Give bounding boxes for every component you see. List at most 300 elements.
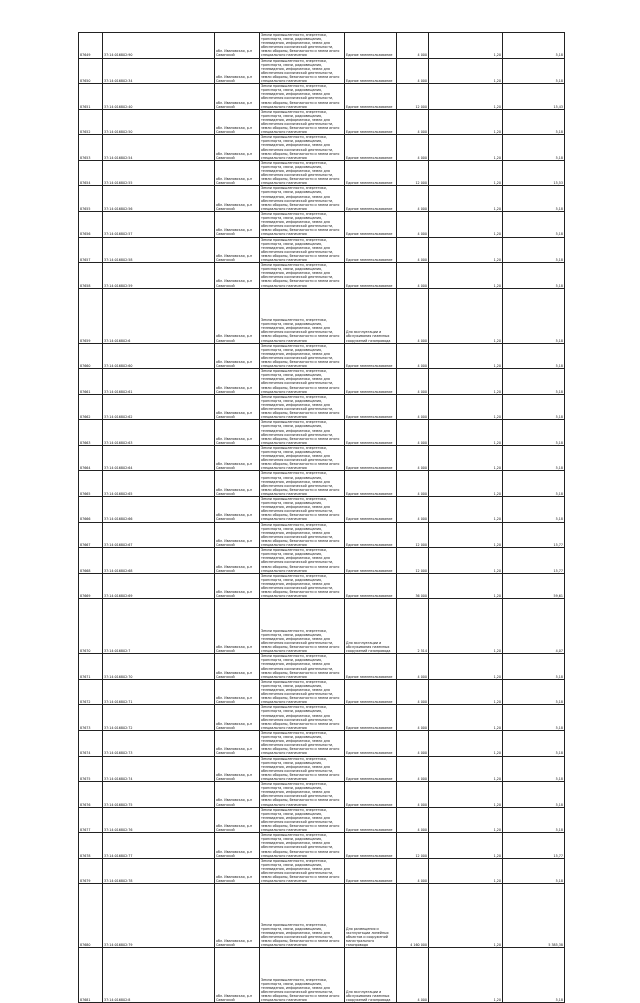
address-cell: обл. Ивановская, р-н Савинский [215,654,260,680]
row-number-cell: 87671 [79,654,103,680]
cadastral-number-cell: 37:14:016802:54 [103,135,215,161]
land-category-cell: Земли промышленности, энергетики, транспорта, связи, радиовещания, телевидения, информатики, земли для обеспечения космической деятельности, земли обороны, безопасности и земли иного специального назначения [260,33,345,59]
land-category-cell: Земли промышленности, энергетики, транспорта, связи, радиовещания, телевидения, информатики, земли для обеспечения космической деятельности, земли обороны, безопасности и земли иного специального назначения [260,573,345,599]
land-category-cell: Земли промышленности, энергетики, транспорта, связи, радиовещания, телевидения, информатики, земли для обеспечения космической деятельности, земли обороны, безопасности и земли иного специального назначения [260,263,345,289]
address-cell: обл. Ивановская, р-н Савинский [215,420,260,446]
address-cell: обл. Ивановская, р-н Савинский [215,548,260,574]
table-row [79,369,565,395]
land-category-cell: Земли промышленности, энергетики, транспорта, связи, радиовещания, телевидения, информатики, земли для обеспечения космической деятельности, земли обороны, безопасности и земли иного специального назначения [260,654,345,680]
land-category-cell: Земли промышленности, энергетики, транспорта, связи, радиовещания, телевидения, информатики, земли для обеспечения космической деятельности, земли обороны, безопасности и земли иного специального назначения [260,237,345,263]
table-row [79,807,565,833]
area-cell: 4 000 [397,369,429,395]
land-category-cell: Земли промышленности, энергетики, транспорта, связи, радиовещания, телевидения, информатики, земли для обеспечения космической деятельности, земли обороны, безопасности и земли иного специального назначения [260,948,345,1003]
table-row [79,135,565,161]
address-cell: обл. Ивановская, р-н Савинский [215,599,260,654]
land-category-cell: Земли промышленности, энергетики, транспорта, связи, радиовещания, телевидения, информатики, земли для обеспечения космической деятельности, земли обороны, безопасности и земли иного специального назначения [260,599,345,654]
cadastral-number-cell: 37:14:016802:74 [103,756,215,782]
address-cell: обл. Ивановская, р-н Савинский [215,471,260,497]
address-cell: обл. Ивановская, р-н Савинский [215,884,260,948]
row-number-cell: 87650 [79,58,103,84]
value-cell: 5,18 [503,858,565,884]
row-number-cell: 87658 [79,263,103,289]
area-cell: 4 000 [397,730,429,756]
permitted-use-cell: Единое землепользование [345,160,397,186]
address-cell: обл. Ивановская, р-н Савинский [215,679,260,705]
rate-cell: 1,20 [429,288,503,343]
area-cell: 4 000 [397,237,429,263]
area-cell: 4 000 [397,33,429,59]
value-cell: 5,18 [503,445,565,471]
value-cell: 5,18 [503,369,565,395]
rate-cell: 1,20 [429,237,503,263]
permitted-use-cell: Единое землепользование [345,343,397,369]
cadastral-number-cell: 37:14:016802:34 [103,58,215,84]
row-number-cell: 87672 [79,679,103,705]
table-row [79,599,565,654]
table-row [79,109,565,135]
row-number-cell: 87654 [79,160,103,186]
cadastral-number-cell: 37:14:016802:77 [103,833,215,859]
rate-cell: 1,20 [429,858,503,884]
row-number-cell: 87663 [79,420,103,446]
land-category-cell: Земли промышленности, энергетики, транспорта, связи, радиовещания, телевидения, информатики, земли для обеспечения космической деятельности, земли обороны, безопасности и земли иного специального назначения [260,135,345,161]
row-number-cell: 87653 [79,135,103,161]
table-row [79,573,565,599]
permitted-use-cell: Единое землепользование [345,394,397,420]
rate-cell: 1,20 [429,573,503,599]
rate-cell: 1,20 [429,497,503,523]
land-register-sheet [78,32,564,1003]
rate-cell: 1,20 [429,135,503,161]
rate-cell: 1,20 [429,343,503,369]
value-cell: 5,18 [503,471,565,497]
cadastral-number-cell: 37:14:016802:66 [103,497,215,523]
area-cell: 4 000 [397,186,429,212]
rate-cell: 1,20 [429,263,503,289]
table-row [79,884,565,948]
table-row [79,948,565,1003]
area-cell: 4 000 [397,394,429,420]
value-cell: 5,18 [503,705,565,731]
cadastral-number-cell: 37:14:016802:72 [103,705,215,731]
permitted-use-cell: Единое землепользование [345,548,397,574]
value-cell: 15,43 [503,84,565,110]
address-cell: обл. Ивановская, р-н Савинский [215,445,260,471]
rate-cell: 1,20 [429,420,503,446]
address-cell: обл. Ивановская, р-н Савинский [215,705,260,731]
cadastral-number-cell: 37:14:016802:79 [103,884,215,948]
cadastral-number-cell: 37:14:016802:75 [103,782,215,808]
land-category-cell: Земли промышленности, энергетики, транспорта, связи, радиовещания, телевидения, информатики, земли для обеспечения космической деятельности, земли обороны, безопасности и земли иного специального назначения [260,369,345,395]
table-row [79,497,565,523]
cadastral-number-cell: 37:14:016802:70 [103,654,215,680]
cadastral-number-cell: 37:14:016802:78 [103,858,215,884]
table-row [79,679,565,705]
permitted-use-cell: Единое землепользование [345,756,397,782]
permitted-use-cell: Единое землепользование [345,237,397,263]
area-cell: 4 000 [397,948,429,1003]
row-number-cell: 87661 [79,369,103,395]
row-number-cell: 87668 [79,548,103,574]
cadastral-number-cell: 37:14:016802:76 [103,807,215,833]
table-row [79,756,565,782]
rate-cell: 1,20 [429,211,503,237]
row-number-cell: 87669 [79,573,103,599]
value-cell: 5,18 [503,420,565,446]
land-category-cell: Земли промышленности, энергетики, транспорта, связи, радиовещания, телевидения, информатики, земли для обеспечения космической деятельности, земли обороны, безопасности и земли иного специального назначения [260,756,345,782]
land-category-cell: Земли промышленности, энергетики, транспорта, связи, радиовещания, телевидения, информатики, земли для обеспечения космической деятельности, земли обороны, безопасности и земли иного специального назначения [260,833,345,859]
table-row [79,263,565,289]
area-cell: 2 514 [397,599,429,654]
permitted-use-cell: Единое землепользование [345,573,397,599]
area-cell: 12 000 [397,84,429,110]
address-cell: обл. Ивановская, р-н Савинский [215,369,260,395]
land-category-cell: Земли промышленности, энергетики, транспорта, связи, радиовещания, телевидения, информатики, земли для обеспечения космической деятельности, земли обороны, безопасности и земли иного специального назначения [260,420,345,446]
permitted-use-cell: Единое землепользование [345,420,397,446]
rate-cell: 1,20 [429,807,503,833]
rate-cell: 1,20 [429,782,503,808]
table-row [79,420,565,446]
table-row [79,445,565,471]
value-cell: 5,18 [503,33,565,59]
permitted-use-cell: Для размещения и эксплуатации линейных объектов и сооружений магистрального газопровода [345,884,397,948]
table-row [79,394,565,420]
value-cell: 15,77 [503,522,565,548]
address-cell: обл. Ивановская, р-н Савинский [215,497,260,523]
rate-cell: 1,20 [429,445,503,471]
row-number-cell: 87664 [79,445,103,471]
permitted-use-cell: Единое землепользование [345,369,397,395]
permitted-use-cell: Единое землепользование [345,471,397,497]
value-cell: 5,18 [503,730,565,756]
area-cell: 4 000 [397,288,429,343]
row-number-cell: 87657 [79,237,103,263]
table-row [79,522,565,548]
value-cell: 5,18 [503,263,565,289]
value-cell: 5,18 [503,782,565,808]
row-number-cell: 87673 [79,705,103,731]
address-cell: обл. Ивановская, р-н Савинский [215,211,260,237]
land-category-cell: Земли промышленности, энергетики, транспорта, связи, радиовещания, телевидения, информатики, земли для обеспечения космической деятельности, земли обороны, безопасности и земли иного специального назначения [260,109,345,135]
land-category-cell: Земли промышленности, энергетики, транспорта, связи, радиовещания, телевидения, информатики, земли для обеспечения космической деятельности, земли обороны, безопасности и земли иного специального назначения [260,858,345,884]
cadastral-number-cell: 37:14:016802:63 [103,420,215,446]
cadastral-number-cell: 37:14:016802:90 [103,33,215,59]
table-row [79,58,565,84]
table-row [79,84,565,110]
row-number-cell: 87652 [79,109,103,135]
cadastral-number-cell: 37:14:016802:71 [103,679,215,705]
row-number-cell: 87659 [79,288,103,343]
row-number-cell: 87676 [79,782,103,808]
row-number-cell: 87677 [79,807,103,833]
permitted-use-cell: Единое землепользование [345,211,397,237]
value-cell: 5,18 [503,394,565,420]
permitted-use-cell: Единое землепользование [345,679,397,705]
address-cell: обл. Ивановская, р-н Савинский [215,948,260,1003]
value-cell: 5,18 [503,679,565,705]
table-row [79,288,565,343]
rate-cell: 1,20 [429,654,503,680]
permitted-use-cell: Единое землепользование [345,858,397,884]
value-cell: 5,18 [503,756,565,782]
rate-cell: 1,20 [429,599,503,654]
address-cell: обл. Ивановская, р-н Савинский [215,343,260,369]
permitted-use-cell: Единое землепользование [345,445,397,471]
row-number-cell: 87651 [79,84,103,110]
cadastral-number-cell: 37:14:016802:50 [103,109,215,135]
cadastral-number-cell: 37:14:016802:69 [103,573,215,599]
area-cell: 4 000 [397,135,429,161]
row-number-cell: 87680 [79,884,103,948]
area-cell: 4 000 [397,807,429,833]
cadastral-number-cell: 37:14:016802:56 [103,186,215,212]
cadastral-number-cell: 37:14:016802:73 [103,730,215,756]
value-cell: 5,18 [503,58,565,84]
land-category-cell: Земли промышленности, энергетики, транспорта, связи, радиовещания, телевидения, информатики, земли для обеспечения космической деятельности, земли обороны, безопасности и земли иного специального назначения [260,679,345,705]
table-row [79,211,565,237]
cadastral-number-cell: 37:14:016802:40 [103,84,215,110]
row-number-cell: 87656 [79,211,103,237]
cadastral-number-cell: 37:14:016802:58 [103,237,215,263]
cadastral-number-cell: 37:14:016802:68 [103,548,215,574]
area-cell: 4 000 [397,858,429,884]
value-cell: 5,18 [503,343,565,369]
table-row [79,548,565,574]
rate-cell: 1,20 [429,522,503,548]
address-cell: обл. Ивановская, р-н Савинский [215,833,260,859]
value-cell: 59,61 [503,573,565,599]
address-cell: обл. Ивановская, р-н Савинский [215,730,260,756]
permitted-use-cell: Единое землепользование [345,135,397,161]
table-row [79,160,565,186]
area-cell: 4 000 [397,58,429,84]
address-cell: обл. Ивановская, р-н Савинский [215,807,260,833]
rate-cell: 1,20 [429,948,503,1003]
area-cell: 4 000 [397,109,429,135]
rate-cell: 1,20 [429,756,503,782]
land-category-cell: Земли промышленности, энергетики, транспорта, связи, радиовещания, телевидения, информатики, земли для обеспечения космической деятельности, земли обороны, безопасности и земли иного специального назначения [260,730,345,756]
cadastral-number-cell: 37:14:016802:61 [103,369,215,395]
address-cell: обл. Ивановская, р-н Савинский [215,263,260,289]
row-number-cell: 87670 [79,599,103,654]
address-cell: обл. Ивановская, р-н Савинский [215,58,260,84]
permitted-use-cell: Единое землепользование [345,807,397,833]
permitted-use-cell: Единое землепользование [345,730,397,756]
rate-cell: 1,20 [429,730,503,756]
row-number-cell: 87649 [79,33,103,59]
cadastral-number-cell: 37:14:016802:57 [103,211,215,237]
rate-cell: 1,20 [429,705,503,731]
area-cell: 36 000 [397,573,429,599]
table-row [79,730,565,756]
value-cell: 5 385,38 [503,884,565,948]
permitted-use-cell: Единое землепользование [345,654,397,680]
rate-cell: 1,20 [429,884,503,948]
rate-cell: 1,20 [429,160,503,186]
cadastral-number-cell: 37:14:016802:60 [103,343,215,369]
cadastral-number-cell: 37:14:016802:6 [103,288,215,343]
area-cell: 12 000 [397,522,429,548]
row-number-cell: 87681 [79,948,103,1003]
land-category-cell: Земли промышленности, энергетики, транспорта, связи, радиовещания, телевидения, информатики, земли для обеспечения космической деятельности, земли обороны, безопасности и земли иного специального назначения [260,548,345,574]
cadastral-number-cell: 37:14:016802:65 [103,471,215,497]
address-cell: обл. Ивановская, р-н Савинский [215,782,260,808]
permitted-use-cell: Для эксплуатации и обслуживания наземных сооружений газопровода [345,948,397,1003]
value-cell: 4,07 [503,599,565,654]
table-row [79,833,565,859]
value-cell: 5,18 [503,237,565,263]
rate-cell: 1,20 [429,471,503,497]
permitted-use-cell: Для эксплуатации и обслуживания наземных сооружений газопровода [345,599,397,654]
cadastral-number-cell: 37:14:016802:67 [103,522,215,548]
permitted-use-cell: Единое землепользование [345,109,397,135]
land-category-cell: Земли промышленности, энергетики, транспорта, связи, радиовещания, телевидения, информатики, земли для обеспечения космической деятельности, земли обороны, безопасности и земли иного специального назначения [260,58,345,84]
area-cell: 4 000 [397,445,429,471]
land-category-cell: Земли промышленности, энергетики, транспорта, связи, радиовещания, телевидения, информатики, земли для обеспечения космической деятельности, земли обороны, безопасности и земли иного специального назначения [260,445,345,471]
cadastral-number-cell: 37:14:016802:7 [103,599,215,654]
address-cell: обл. Ивановская, р-н Савинский [215,858,260,884]
address-cell: обл. Ивановская, р-н Савинский [215,288,260,343]
value-cell: 5,18 [503,288,565,343]
address-cell: обл. Ивановская, р-н Савинский [215,522,260,548]
table-row [79,343,565,369]
land-category-cell: Земли промышленности, энергетики, транспорта, связи, радиовещания, телевидения, информатики, земли для обеспечения космической деятельности, земли обороны, безопасности и земли иного специального назначения [260,288,345,343]
permitted-use-cell: Единое землепользование [345,84,397,110]
table-row [79,654,565,680]
table-row [79,782,565,808]
rate-cell: 1,20 [429,109,503,135]
land-category-cell: Земли промышленности, энергетики, транспорта, связи, радиовещания, телевидения, информатики, земли для обеспечения космической деятельности, земли обороны, безопасности и земли иного специального назначения [260,807,345,833]
value-cell: 5,18 [503,135,565,161]
value-cell: 15,53 [503,160,565,186]
cadastral-number-cell: 37:14:016802:55 [103,160,215,186]
area-cell: 4 000 [397,679,429,705]
rate-cell: 1,20 [429,369,503,395]
area-cell: 12 000 [397,160,429,186]
table-row [79,471,565,497]
row-number-cell: 87675 [79,756,103,782]
land-category-cell: Земли промышленности, энергетики, транспорта, связи, радиовещания, телевидения, информатики, земли для обеспечения космической деятельности, земли обороны, безопасности и земли иного специального назначения [260,160,345,186]
rate-cell: 1,20 [429,548,503,574]
permitted-use-cell: Единое землепользование [345,58,397,84]
area-cell: 4 000 [397,343,429,369]
address-cell: обл. Ивановская, р-н Савинский [215,237,260,263]
area-cell: 4 000 [397,211,429,237]
rate-cell: 1,20 [429,679,503,705]
address-cell: обл. Ивановская, р-н Савинский [215,135,260,161]
row-number-cell: 87667 [79,522,103,548]
value-cell: 5,18 [503,109,565,135]
permitted-use-cell: Единое землепользование [345,497,397,523]
area-cell: 4 000 [397,263,429,289]
land-category-cell: Земли промышленности, энергетики, транспорта, связи, радиовещания, телевидения, информатики, земли для обеспечения космической деятельности, земли обороны, безопасности и земли иного специального назначения [260,884,345,948]
row-number-cell: 87674 [79,730,103,756]
permitted-use-cell: Единое землепользование [345,263,397,289]
table-row [79,186,565,212]
permitted-use-cell: Единое землепользование [345,33,397,59]
permitted-use-cell: Единое землепользование [345,522,397,548]
value-cell: 5,18 [503,948,565,1003]
cadastral-number-cell: 37:14:016802:64 [103,445,215,471]
table-row [79,33,565,59]
value-cell: 5,18 [503,654,565,680]
address-cell: обл. Ивановская, р-н Савинский [215,756,260,782]
land-category-cell: Земли промышленности, энергетики, транспорта, связи, радиовещания, телевидения, информатики, земли для обеспечения космической деятельности, земли обороны, безопасности и земли иного специального назначения [260,522,345,548]
area-cell: 4 000 [397,420,429,446]
land-category-cell: Земли промышленности, энергетики, транспорта, связи, радиовещания, телевидения, информатики, земли для обеспечения космической деятельности, земли обороны, безопасности и земли иного специального назначения [260,394,345,420]
permitted-use-cell: Единое землепользование [345,705,397,731]
value-cell: 5,18 [503,497,565,523]
address-cell: обл. Ивановская, р-н Савинский [215,394,260,420]
table-row [79,237,565,263]
cadastral-number-cell: 37:14:016802:62 [103,394,215,420]
value-cell: 5,18 [503,807,565,833]
row-number-cell: 87666 [79,497,103,523]
table-row [79,858,565,884]
permitted-use-cell: Единое землепользование [345,833,397,859]
permitted-use-cell: Единое землепользование [345,782,397,808]
cadastral-number-cell: 37:14:016802:59 [103,263,215,289]
row-number-cell: 87660 [79,343,103,369]
row-number-cell: 87662 [79,394,103,420]
address-cell: обл. Ивановская, р-н Савинский [215,186,260,212]
land-category-cell: Земли промышленности, энергетики, транспорта, связи, радиовещания, телевидения, информатики, земли для обеспечения космической деятельности, земли обороны, безопасности и земли иного специального назначения [260,343,345,369]
row-number-cell: 87655 [79,186,103,212]
table-body [79,33,565,1003]
address-cell: обл. Ивановская, р-н Савинский [215,160,260,186]
address-cell: обл. Ивановская, р-н Савинский [215,573,260,599]
area-cell: 4 000 [397,782,429,808]
value-cell: 15,77 [503,548,565,574]
land-category-cell: Земли промышленности, энергетики, транспорта, связи, радиовещания, телевидения, информатики, земли для обеспечения космической деятельности, земли обороны, безопасности и земли иного специального назначения [260,782,345,808]
value-cell: 15,77 [503,833,565,859]
address-cell: обл. Ивановская, р-н Савинский [215,84,260,110]
land-category-cell: Земли промышленности, энергетики, транспорта, связи, радиовещания, телевидения, информатики, земли для обеспечения космической деятельности, земли обороны, безопасности и земли иного специального назначения [260,186,345,212]
land-category-cell: Земли промышленности, энергетики, транспорта, связи, радиовещания, телевидения, информатики, земли для обеспечения космической деятельности, земли обороны, безопасности и земли иного специального назначения [260,471,345,497]
land-plots-table [78,32,565,1003]
land-category-cell: Земли промышленности, энергетики, транспорта, связи, радиовещания, телевидения, информатики, земли для обеспечения космической деятельности, земли обороны, безопасности и земли иного специального назначения [260,84,345,110]
value-cell: 5,18 [503,186,565,212]
land-category-cell: Земли промышленности, энергетики, транспорта, связи, радиовещания, телевидения, информатики, земли для обеспечения космической деятельности, земли обороны, безопасности и земли иного специального назначения [260,497,345,523]
permitted-use-cell: Для эксплуатации и обслуживания наземных сооружений газопровода [345,288,397,343]
rate-cell: 1,20 [429,394,503,420]
area-cell: 12 000 [397,833,429,859]
address-cell: обл. Ивановская, р-н Савинский [215,33,260,59]
address-cell: обл. Ивановская, р-н Савинский [215,109,260,135]
value-cell: 5,18 [503,211,565,237]
land-category-cell: Земли промышленности, энергетики, транспорта, связи, радиовещания, телевидения, информатики, земли для обеспечения космической деятельности, земли обороны, безопасности и земли иного специального назначения [260,705,345,731]
table-row [79,705,565,731]
area-cell: 4 000 [397,705,429,731]
row-number-cell: 87665 [79,471,103,497]
area-cell: 4 160 000 [397,884,429,948]
row-number-cell: 87678 [79,833,103,859]
rate-cell: 1,20 [429,186,503,212]
rate-cell: 1,20 [429,33,503,59]
area-cell: 4 000 [397,471,429,497]
area-cell: 4 000 [397,497,429,523]
row-number-cell: 87679 [79,858,103,884]
cadastral-number-cell: 37:14:016802:8 [103,948,215,1003]
rate-cell: 1,20 [429,833,503,859]
permitted-use-cell: Единое землепользование [345,186,397,212]
area-cell: 12 000 [397,548,429,574]
area-cell: 4 000 [397,654,429,680]
rate-cell: 1,20 [429,84,503,110]
rate-cell: 1,20 [429,58,503,84]
area-cell: 4 000 [397,756,429,782]
land-category-cell: Земли промышленности, энергетики, транспорта, связи, радиовещания, телевидения, информатики, земли для обеспечения космической деятельности, земли обороны, безопасности и земли иного специального назначения [260,211,345,237]
